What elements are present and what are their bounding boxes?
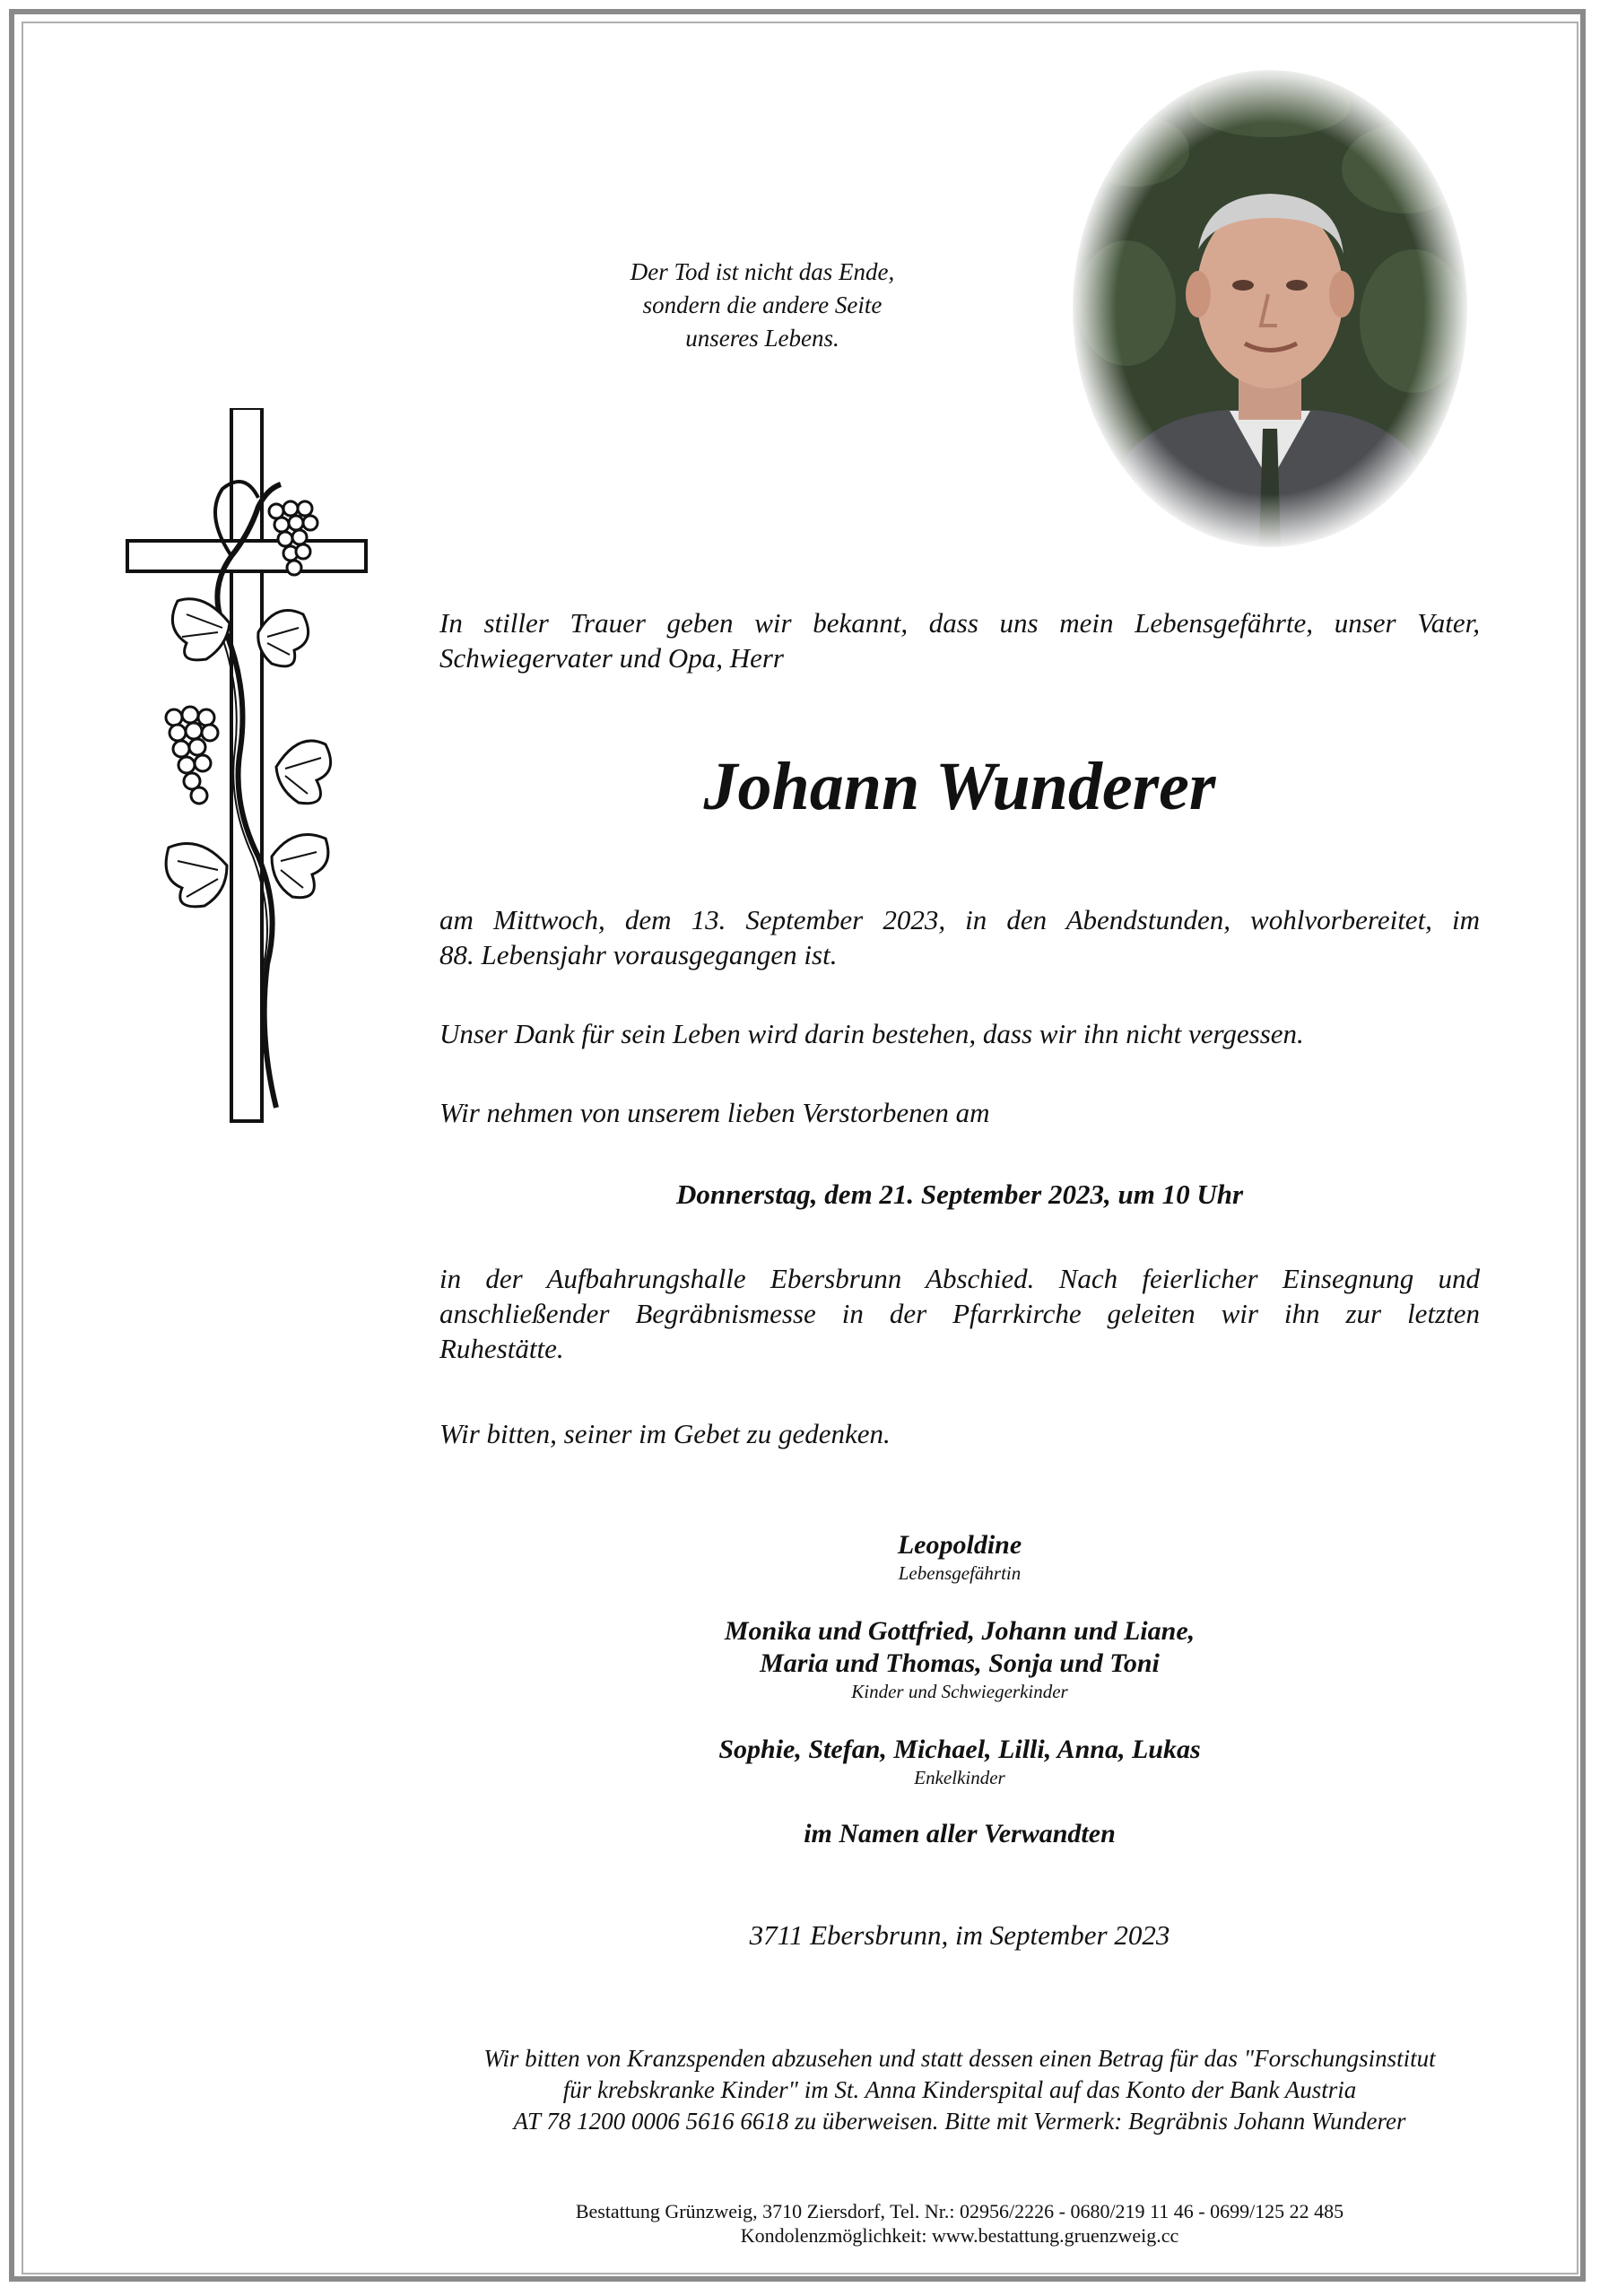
family-relatives	[439, 1818, 1480, 1850]
announcement-line: Schwiegervater und Opa, Herr	[439, 642, 784, 674]
funeral-date: Donnerstag, dem 21. September 2023, um 10 Uhr	[675, 1178, 1244, 1210]
death-info-line: 88. Lebensjahr vorausgegangen ist.	[439, 939, 838, 970]
motto-line: sondern die andere Seite	[642, 291, 883, 318]
donation-line: Wir bitten von Kranzspenden abzusehen und statt dessen einen Betrag für das "Forschungsinstitut	[483, 2045, 1436, 2072]
children-names: Monika und Gottfried, Johann und Liane,	[724, 1616, 1196, 1646]
family-grandchildren	[439, 1734, 1480, 1789]
children-names: Maria und Thomas, Sonja und Toni	[760, 1648, 1160, 1678]
funeral-info-line: anschließender Begräbnismesse in der Pfarrkirche geleiten wir ihn zur letzten	[439, 1298, 1480, 1329]
grandchildren-role: Enkelkinder	[914, 1767, 1005, 1788]
funeral-info-line: Ruhestätte.	[439, 1333, 564, 1364]
footer-contact: Bestattung Grünzweig, 3710 Ziersdorf, Tel. Nr.: 02956/2226 - 0680/219 11 46 - 0699/125 22 485	[575, 2200, 1344, 2222]
portrait-photo	[1073, 70, 1467, 547]
donation-note	[323, 2043, 1596, 2137]
funeral-info-line: in der Aufbahrungshalle Ebersbrunn Abschied. Nach feierlicher Einsegnung und	[439, 1263, 1480, 1294]
family-partner	[439, 1529, 1480, 1585]
prayer-text: Wir bitten, seiner im Gebet zu gedenken.	[439, 1418, 891, 1449]
portrait-illustration	[1073, 70, 1467, 547]
donation-line: für krebskranke Kinder" im St. Anna Kinderspital auf das Konto der Bank Austria	[562, 2076, 1357, 2103]
deceased-name: Johann Wunderer	[703, 749, 1216, 824]
footer-website: Kondolenzmöglichkeit: www.bestattung.gruenzweig.cc	[740, 2224, 1179, 2247]
thanks-text: Unser Dank für sein Leben wird darin bestehen, dass wir ihn nicht vergessen.	[439, 1018, 1304, 1049]
children-role: Kinder und Schwiegerkinder	[851, 1681, 1068, 1702]
death-info	[439, 902, 1480, 972]
cross-svg	[124, 408, 371, 1126]
donation-line: AT 78 1200 0006 5616 6618 zu überweisen. Bitte mit Vermerk: Begräbnis Johann Wunderer	[513, 2108, 1406, 2135]
announcement-line: In stiller Trauer geben wir bekannt, dass uns mein Lebensgefährte, unser Vater,	[439, 607, 1480, 639]
grandchildren-names: Sophie, Stefan, Michael, Lilli, Anna, Lukas	[718, 1735, 1201, 1764]
motto-line: Der Tod ist nicht das Ende,	[630, 258, 895, 285]
family-children	[439, 1615, 1480, 1703]
funeral-info	[439, 1261, 1480, 1366]
relatives-text: im Namen aller Verwandten	[804, 1819, 1116, 1848]
death-info-line: am Mittwoch, dem 13. September 2023, in den Abendstunden, wohlvorbereitet, im	[439, 904, 1480, 935]
footer	[323, 2199, 1596, 2248]
partner-name: Leopoldine	[897, 1530, 1022, 1560]
place-date: 3711 Ebersbrunn, im September 2023	[749, 1919, 1170, 1951]
partner-role: Lebensgefährtin	[898, 1562, 1022, 1584]
announcement	[439, 605, 1480, 675]
motto-line: unseres Lebens.	[685, 325, 839, 352]
farewell-intro: Wir nehmen von unserem lieben Verstorbenen am	[439, 1097, 990, 1128]
motto	[502, 256, 1022, 355]
cross-with-grapevine-icon	[124, 408, 371, 1126]
